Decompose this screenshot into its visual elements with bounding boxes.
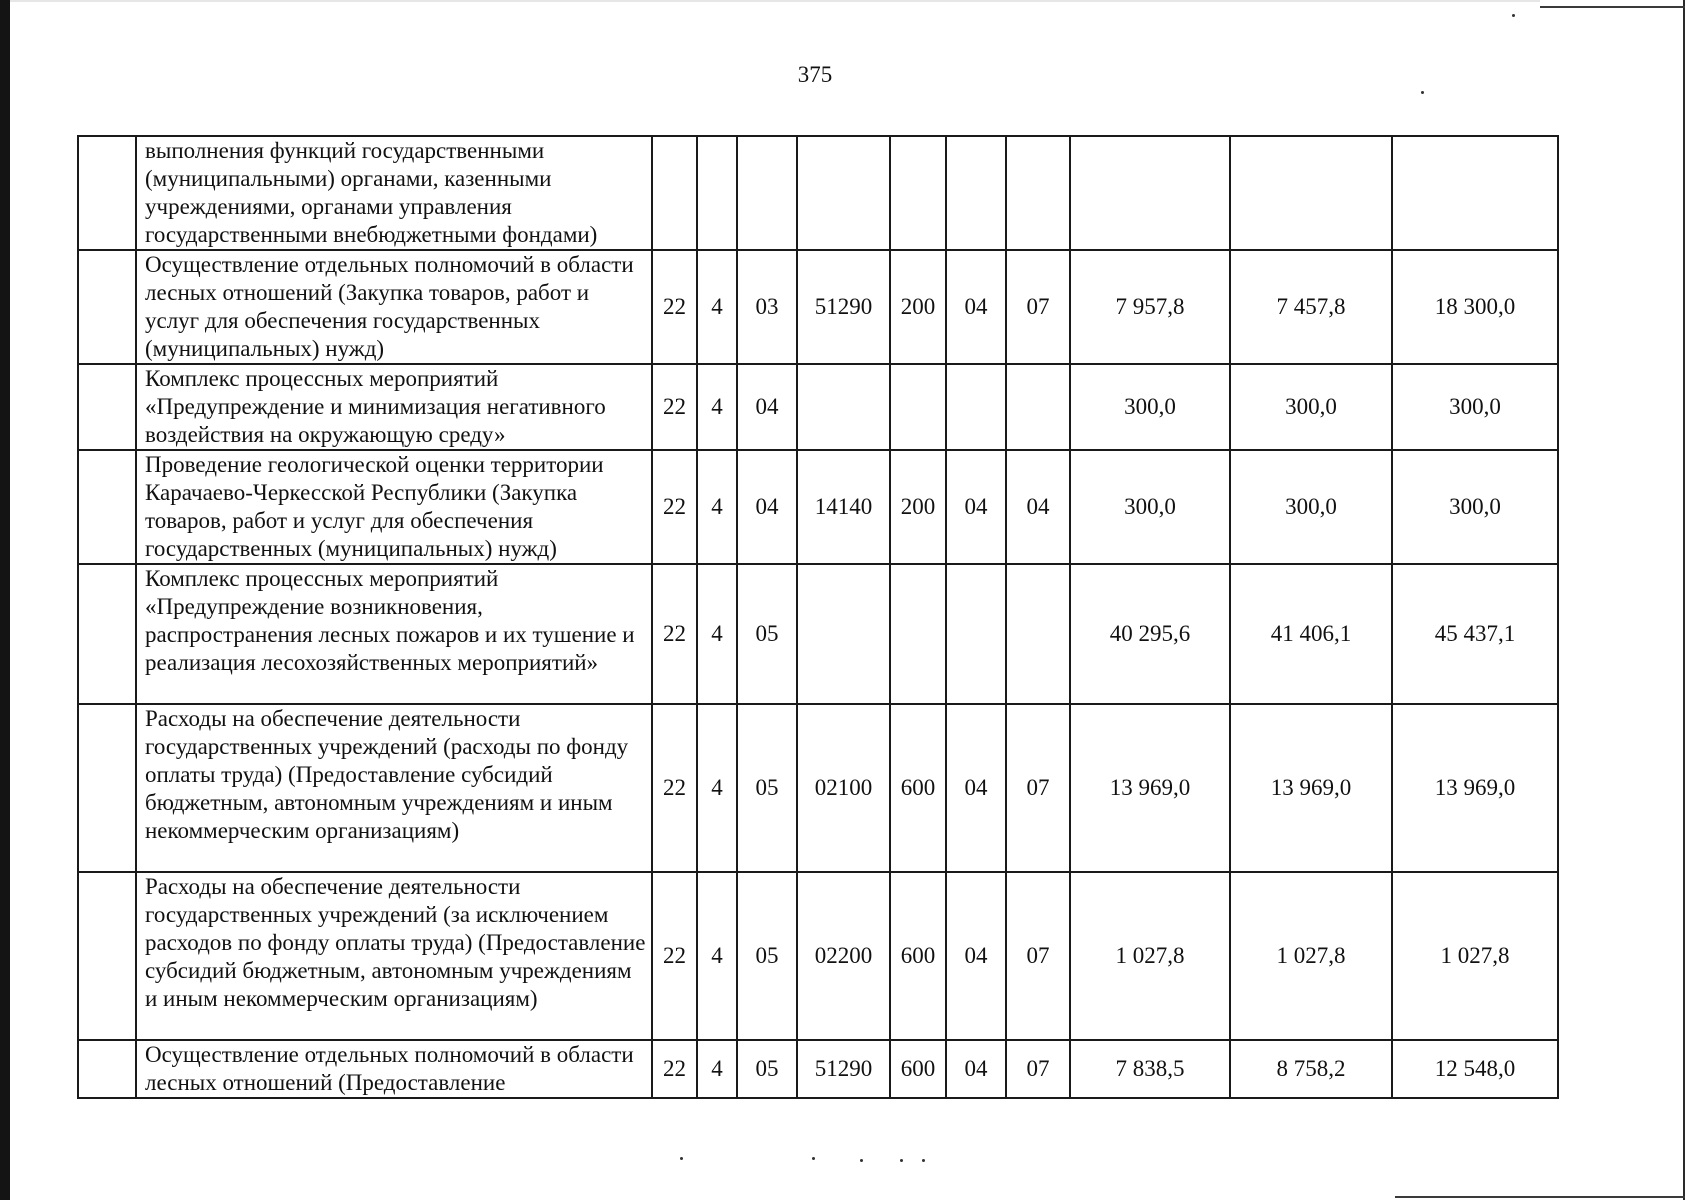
table-row — [78, 136, 1558, 250]
code-cell: 4 — [697, 704, 737, 872]
scan-edge-right-top — [1540, 6, 1685, 8]
code-cell: 05 — [737, 1040, 797, 1098]
code-cell: 22 — [652, 704, 697, 872]
code-cell — [946, 136, 1006, 250]
code-cell: 600 — [890, 704, 946, 872]
amount-cell: 12 548,0 — [1392, 1040, 1558, 1098]
code-cell: 22 — [652, 564, 697, 704]
code-cell: 07 — [1006, 250, 1070, 364]
amount-cell: 13 969,0 — [1070, 704, 1230, 872]
code-cell: 200 — [890, 450, 946, 564]
description-cell: Осуществление отдельных полномочий в области лесных отношений (Закупка товаров, работ и услуг для обеспечения государственных (муниципальных) нужд) — [136, 250, 652, 364]
code-cell: 04 — [737, 364, 797, 450]
code-cell: 22 — [652, 250, 697, 364]
table-row — [78, 450, 1558, 564]
description-cell: Осуществление отдельных полномочий в области лесных отношений (Предоставление — [136, 1040, 652, 1098]
row-number-cell — [78, 872, 136, 1040]
budget-table — [77, 135, 1559, 1099]
code-cell — [890, 364, 946, 450]
table-row — [78, 704, 1558, 872]
code-cell — [797, 564, 890, 704]
code-cell: 4 — [697, 564, 737, 704]
scan-edge-top — [10, 0, 1540, 2]
code-cell: 22 — [652, 1040, 697, 1098]
scan-speck — [812, 1157, 815, 1160]
scan-border-left — [0, 0, 10, 1200]
scan-speck — [1421, 91, 1424, 94]
scan-edge-right-bottom — [1395, 1196, 1685, 1198]
code-cell: 05 — [737, 564, 797, 704]
code-cell: 51290 — [797, 1040, 890, 1098]
row-number-cell — [78, 250, 136, 364]
amount-cell: 41 406,1 — [1230, 564, 1392, 704]
description-cell: Расходы на обеспечение деятельности государственных учреждений (за исключением расходов по фонду оплаты труда) (Предоставление субсидий бюджетным, автономным учреждениям и иным некоммерческим организациям) — [136, 872, 652, 1040]
amount-cell: 1 027,8 — [1392, 872, 1558, 1040]
code-cell: 22 — [652, 450, 697, 564]
code-cell — [797, 364, 890, 450]
amount-cell — [1070, 136, 1230, 250]
code-cell: 4 — [697, 364, 737, 450]
code-cell: 04 — [946, 1040, 1006, 1098]
amount-cell: 40 295,6 — [1070, 564, 1230, 704]
code-cell: 04 — [1006, 450, 1070, 564]
code-cell — [946, 564, 1006, 704]
scan-speck — [1512, 14, 1515, 17]
amount-cell: 300,0 — [1070, 450, 1230, 564]
scan-speck — [900, 1159, 903, 1162]
amount-cell — [1230, 136, 1392, 250]
amount-cell: 45 437,1 — [1392, 564, 1558, 704]
code-cell: 07 — [1006, 704, 1070, 872]
code-cell: 04 — [737, 450, 797, 564]
code-cell — [652, 136, 697, 250]
table-row — [78, 872, 1558, 1040]
table-row — [78, 564, 1558, 704]
code-cell: 05 — [737, 872, 797, 1040]
code-cell: 22 — [652, 364, 697, 450]
code-cell: 02100 — [797, 704, 890, 872]
code-cell: 4 — [697, 872, 737, 1040]
scan-edge-right — [1683, 0, 1685, 1200]
scan-speck — [922, 1159, 925, 1162]
amount-cell: 300,0 — [1392, 364, 1558, 450]
code-cell: 05 — [737, 704, 797, 872]
code-cell: 02200 — [797, 872, 890, 1040]
amount-cell: 300,0 — [1230, 364, 1392, 450]
amount-cell: 13 969,0 — [1230, 704, 1392, 872]
row-number-cell — [78, 450, 136, 564]
scan-speck — [680, 1157, 683, 1160]
amount-cell: 7 838,5 — [1070, 1040, 1230, 1098]
code-cell — [797, 136, 890, 250]
amount-cell: 18 300,0 — [1392, 250, 1558, 364]
amount-cell: 1 027,8 — [1070, 872, 1230, 1040]
amount-cell: 8 758,2 — [1230, 1040, 1392, 1098]
row-number-cell — [78, 136, 136, 250]
page-number: 375 — [797, 62, 833, 87]
row-number-cell — [78, 564, 136, 704]
code-cell: 200 — [890, 250, 946, 364]
code-cell: 22 — [652, 872, 697, 1040]
amount-cell: 300,0 — [1392, 450, 1558, 564]
amount-cell: 7 957,8 — [1070, 250, 1230, 364]
amount-cell: 300,0 — [1070, 364, 1230, 450]
code-cell — [890, 564, 946, 704]
amount-cell: 1 027,8 — [1230, 872, 1392, 1040]
amount-cell: 13 969,0 — [1392, 704, 1558, 872]
code-cell: 03 — [737, 250, 797, 364]
code-cell: 600 — [890, 1040, 946, 1098]
description-cell: Расходы на обеспечение деятельности государственных учреждений (расходы по фонду оплаты труда) (Предоставление субсидий бюджетным, автономным учреждениям и иным некоммерческим организациям) — [136, 704, 652, 872]
table-row — [78, 250, 1558, 364]
code-cell: 04 — [946, 704, 1006, 872]
code-cell — [1006, 364, 1070, 450]
code-cell — [1006, 136, 1070, 250]
code-cell: 4 — [697, 250, 737, 364]
description-cell: Комплекс процессных мероприятий «Предупреждение возникновения, распространения лесных пожаров и их тушение и реализация лесохозяйственных мероприятий» — [136, 564, 652, 704]
code-cell: 04 — [946, 250, 1006, 364]
description-cell: выполнения функций государственными (муниципальными) органами, казенными учреждениями, органами управления государственными внебюджетными фондами) — [136, 136, 652, 250]
code-cell — [1006, 564, 1070, 704]
code-cell — [737, 136, 797, 250]
code-cell — [946, 364, 1006, 450]
code-cell: 04 — [946, 872, 1006, 1040]
description-cell: Комплекс процессных мероприятий «Предупреждение и минимизация негативного воздействия на окружающую среду» — [136, 364, 652, 450]
amount-cell: 300,0 — [1230, 450, 1392, 564]
code-cell — [890, 136, 946, 250]
code-cell: 600 — [890, 872, 946, 1040]
code-cell: 51290 — [797, 250, 890, 364]
table-row — [78, 364, 1558, 450]
code-cell: 4 — [697, 1040, 737, 1098]
table-row — [78, 1040, 1558, 1098]
code-cell — [697, 136, 737, 250]
description-cell: Проведение геологической оценки территории Карачаево-Черкесской Республики (Закупка товаров, работ и услуг для обеспечения государственных (муниципальных) нужд) — [136, 450, 652, 564]
code-cell: 14140 — [797, 450, 890, 564]
code-cell: 04 — [946, 450, 1006, 564]
row-number-cell — [78, 364, 136, 450]
scan-speck — [860, 1159, 863, 1162]
code-cell: 07 — [1006, 872, 1070, 1040]
code-cell: 4 — [697, 450, 737, 564]
row-number-cell — [78, 704, 136, 872]
amount-cell: 7 457,8 — [1230, 250, 1392, 364]
code-cell: 07 — [1006, 1040, 1070, 1098]
amount-cell — [1392, 136, 1558, 250]
row-number-cell — [78, 1040, 136, 1098]
